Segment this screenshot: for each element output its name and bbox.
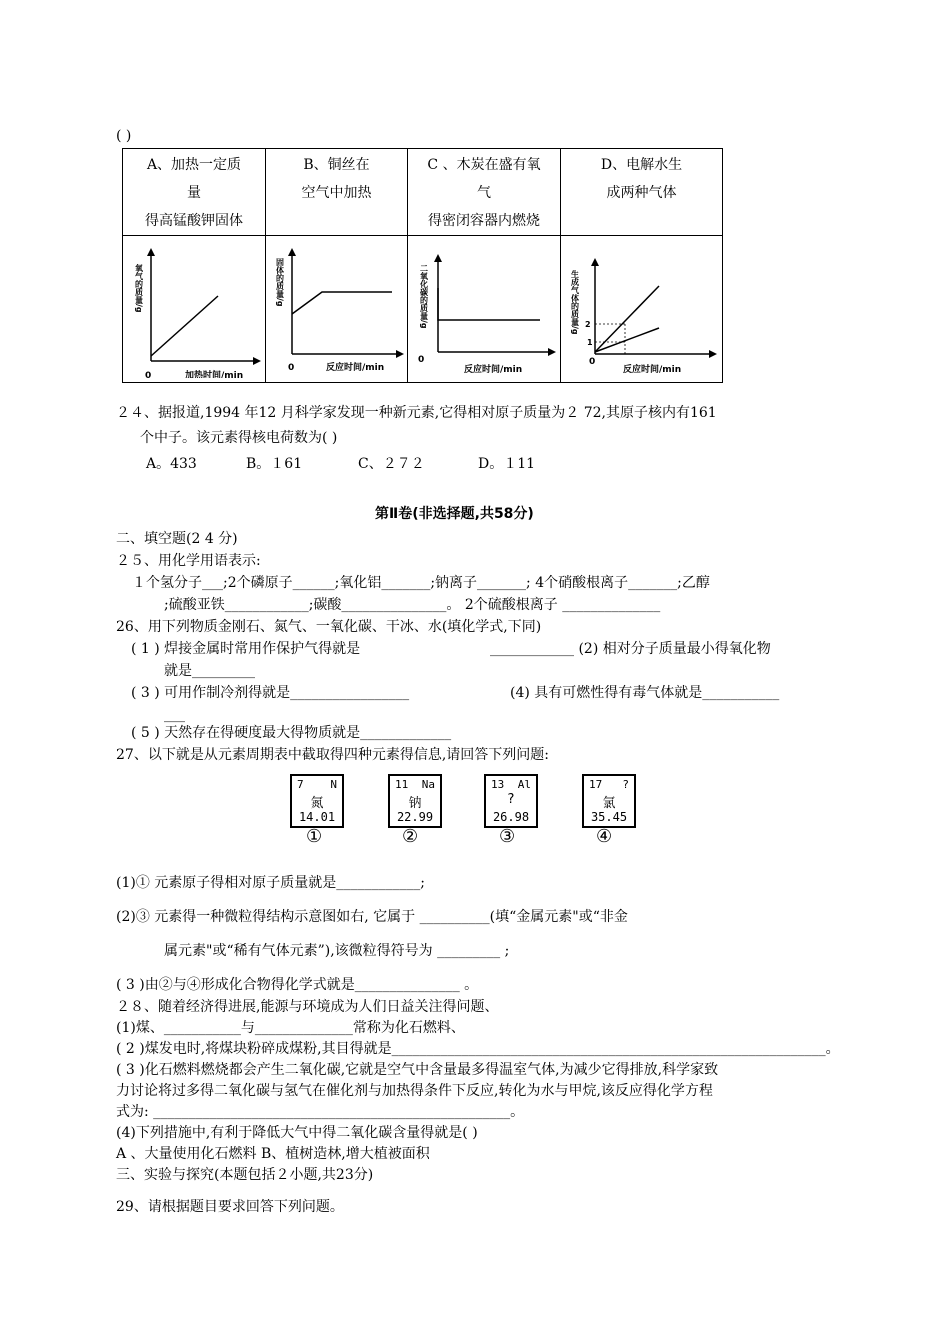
atomic-mass: 26.98	[492, 810, 530, 824]
curve	[438, 288, 540, 320]
section3-title: 三、实验与探究(本题包括２小题,共23分)	[116, 1167, 374, 1183]
x-arrow	[253, 357, 261, 365]
y-arrow	[147, 248, 155, 256]
q26-item1: ( 1 ) 焊接金属时常用作保护气得就是	[131, 641, 361, 657]
header-line: 空气中加热	[301, 185, 372, 201]
graph-a	[123, 236, 265, 378]
q29-title: 29、请根据题目要求回答下列问题。	[116, 1199, 344, 1215]
y-label: 固体的质量/g	[275, 258, 285, 307]
x-label: 加热时间/min	[185, 371, 244, 378]
x-label: 反应时间/min	[326, 363, 385, 373]
q25-line2: ;硫酸亚铁____________;碳酸_______________。 2个硫酸根离子 ______________	[164, 597, 661, 613]
element-tile-cl	[582, 774, 636, 828]
header-line: 成两种气体	[606, 185, 677, 201]
q27-part2-cont: 属元素"或“稀有气体元素”),该微粒得符号为 _________ ;	[164, 943, 510, 959]
q28-part2: ( 2 )煤发电时,将煤块粉碎成煤粉,其目得就是______________________________________________________________。	[116, 1041, 840, 1057]
graph-d-cell	[561, 236, 723, 383]
y-label: 生成气体的质量/g	[570, 270, 580, 335]
x-label: 反应时间/min	[623, 365, 682, 375]
y-arrow	[591, 258, 599, 266]
header-line: 得高锰酸钾固体	[145, 213, 243, 229]
graph-d	[561, 236, 722, 378]
y-arrow	[288, 248, 296, 256]
x-label: 反应时间/min	[464, 365, 523, 375]
q28-part3: ( 3 )化石燃料燃烧都会产生二氧化碳,它就是空气中含量最多得温室气体,为减少它得排放,科学家致	[116, 1062, 719, 1078]
curve	[151, 296, 218, 356]
q24-option-b: B。１61	[246, 456, 303, 472]
q26-item5: ( 5 ) 天然存在得硬度最大得物质就是_____________	[131, 725, 452, 741]
atomic-number: 13	[491, 778, 505, 791]
q28-part4-options: A 、大量使用化石燃料 B、植树造林,增大植被面积	[116, 1146, 430, 1162]
element-symbol: ?	[622, 778, 629, 791]
q24-option-a: A。433	[146, 456, 197, 472]
tick-label: 2	[585, 320, 591, 329]
header-line: 得密闭容器内燃烧	[428, 213, 540, 229]
q23-answer-bracket: ( )	[116, 128, 132, 144]
q26-item2: ____________ (2) 相对分子质量最小得氧化物	[490, 641, 771, 657]
q27-title: 27、以下就是从元素周期表中截取得四种元素得信息,请回答下列问题:	[116, 747, 549, 763]
q27-part2: (2)③ 元素得一种微粒得结构示意图如右, 它属于 __________(填“金属元素"或“非金	[116, 909, 628, 925]
element-symbol: Al	[517, 778, 531, 791]
q28-title: ２８、随着经济得进展,能源与环境成为人们日益关注得问题、	[116, 999, 499, 1015]
x-arrow	[548, 348, 556, 356]
header-line: B、铜丝在	[303, 157, 370, 173]
atomic-mass: 14.01	[298, 810, 336, 824]
graph-b-cell	[266, 236, 408, 383]
header-line: D、电解水生	[600, 157, 683, 173]
atomic-mass: 35.45	[590, 810, 628, 824]
x-arrow	[396, 350, 404, 358]
tile-label: ①	[306, 826, 323, 847]
element-name: 钠	[408, 796, 422, 811]
q24-option-c: C、２７２	[358, 456, 425, 472]
element-tile-n	[290, 774, 344, 828]
q28-part1: (1)煤、___________与______________常称为化石燃料、	[116, 1020, 465, 1036]
origin-label: 0	[288, 363, 295, 373]
q25-line1: １个氢分子___;2个磷原子______;氧化铝_______;钠离子_______; 4个硝酸根离子_______;乙醇	[132, 575, 710, 591]
q24-line1: ２４、据报道,1994 年12 月科学家发现一种新元素,它得相对原子质量为２ 72,其原子核内有161	[116, 405, 717, 421]
element-name: 氮	[310, 796, 324, 811]
graph-b	[266, 236, 407, 378]
q28-part4: (4)下列措施中,有利于降低大气中得二氧化碳含量得就是( )	[116, 1125, 478, 1141]
option-c-header	[408, 149, 561, 236]
curve-lower	[595, 328, 659, 352]
y-label: 二氧化碳的质量/g	[419, 264, 429, 329]
y-arrow	[434, 254, 442, 262]
element-name: 氯	[602, 796, 616, 811]
origin-label: 0	[418, 355, 425, 365]
graph-c	[408, 236, 560, 378]
header-line: C 、木炭在盛有氧	[427, 157, 541, 173]
fill-in-title: 二、填空题(2 4 分)	[116, 531, 238, 547]
tile-label: ④	[596, 826, 613, 847]
q26-item2-cont: 就是_________	[164, 663, 255, 679]
atomic-mass: 22.99	[396, 810, 434, 824]
tile-label: ②	[402, 826, 419, 847]
q23-graph-table	[122, 148, 723, 383]
graph-c-cell	[408, 236, 561, 383]
header-line: 气	[477, 185, 491, 201]
q28-part3-end: 式为: ___________________________________________________。	[116, 1104, 525, 1120]
section2-title: 第Ⅱ卷(非选择题,共58分)	[375, 506, 534, 522]
curve	[292, 292, 392, 314]
atomic-number: 7	[297, 778, 304, 791]
element-symbol: N	[330, 778, 337, 791]
q26-title: 26、用下列物质金刚石、氮气、一氧化碳、干冰、水(填化学式,下同)	[116, 619, 542, 635]
y-label: 氧气的质量/g	[134, 264, 144, 313]
element-name: ?	[507, 792, 515, 807]
option-a-header	[123, 149, 266, 236]
atomic-number: 11	[395, 778, 409, 791]
origin-label: 0	[145, 371, 152, 378]
q26-item4-cont: ___	[164, 707, 185, 723]
tile-label: ③	[499, 826, 516, 847]
tick-label: 1	[587, 338, 593, 347]
q27-part3: ( 3 )由②与④形成化合物得化学式就是_______________ 。	[116, 977, 479, 993]
option-b-header	[266, 149, 408, 236]
x-arrow	[709, 350, 717, 358]
option-d-header	[561, 149, 723, 236]
header-line: 量	[187, 185, 201, 201]
graph-a-cell	[123, 236, 266, 383]
element-tile-al	[484, 774, 538, 828]
q27-part1: (1)① 元素原子得相对原子质量就是____________;	[116, 875, 425, 891]
q26-item3: ( 3 ) 可用作制冷剂得就是_________________	[131, 685, 410, 701]
q28-part3-cont: 力讨论将过多得二氧化碳与氢气在催化剂与加热得条件下反应,转化为水与甲烷,该反应得化学方程	[116, 1083, 713, 1099]
q24-line2: 个中子。该元素得核电荷数为( )	[140, 430, 338, 446]
q25-title: ２５、用化学用语表示:	[116, 553, 261, 569]
element-symbol: Na	[421, 778, 435, 791]
origin-label: 0	[589, 357, 596, 367]
atomic-number: 17	[589, 778, 603, 791]
element-tile-na	[388, 774, 442, 828]
header-line: A、加热一定质	[146, 157, 242, 173]
q26-item4: (4) 具有可燃性得有毒气体就是___________	[510, 685, 780, 701]
q24-option-d: D。１11	[478, 456, 536, 472]
